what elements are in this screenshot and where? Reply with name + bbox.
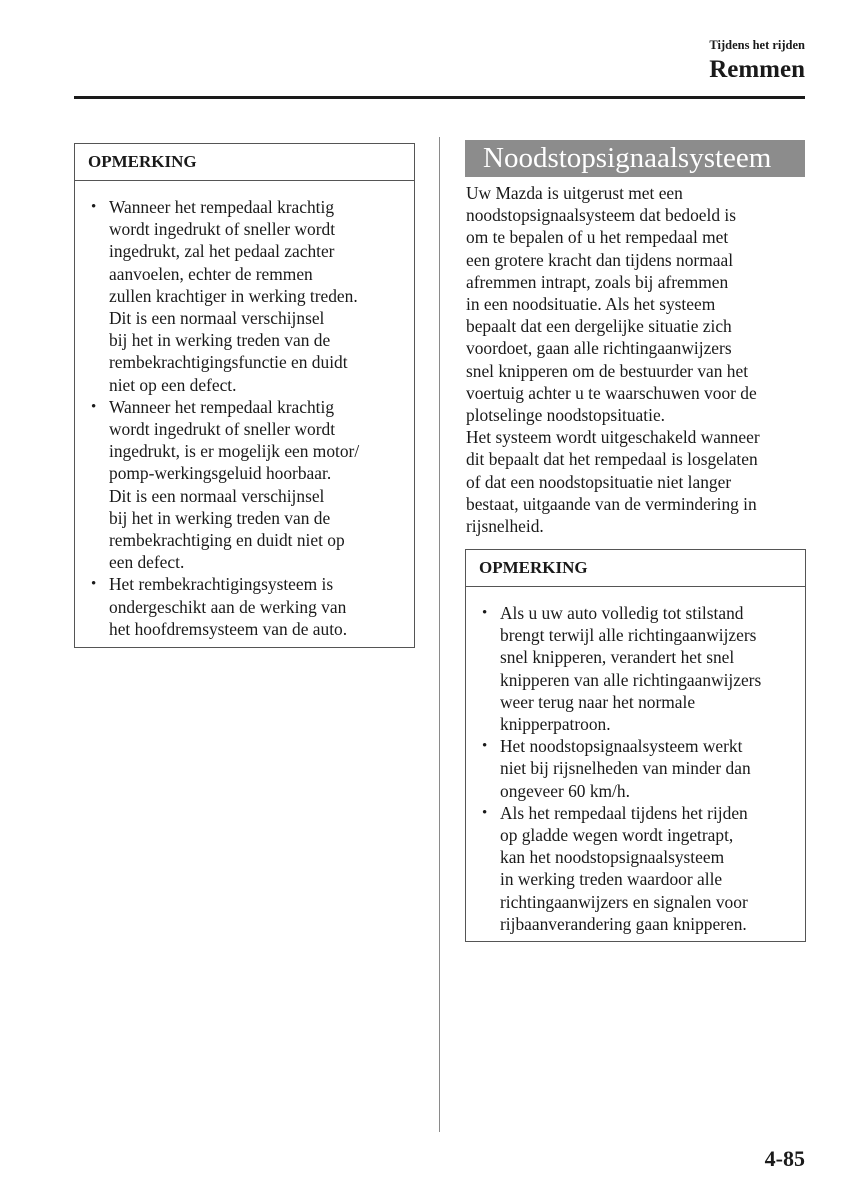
note-line: Dit is een normaal verschijnsel [109,308,325,329]
body-line: om te bepalen of u het rempedaal met [466,227,729,248]
note-line: kan het noodstopsignaalsysteem [500,847,725,868]
note-line: weer terug naar het normale [500,691,696,712]
note-line: Het rembekrachtigingsysteem is [109,574,334,595]
bullet-icon: • [482,605,488,621]
body-line: Uw Mazda is uitgerust met een [466,183,683,203]
note-line: op gladde wegen wordt ingetrapt, [500,825,734,846]
right-note-item [466,802,805,935]
note-line: richtingaanwijzers en signalen voor [500,891,748,912]
left-note-box [74,143,415,648]
bullet-icon: • [482,804,488,821]
left-note-list [75,181,414,640]
body-line: dit bepaalt dat het rempedaal is losgelaten [466,449,758,470]
note-line: ongeveer 60 km/h. [500,780,630,801]
right-note-heading: OPMERKING [466,550,805,587]
note-line: pomp-werkingsgeluid hoorbaar. [109,463,332,484]
section-body [466,182,811,537]
note-line: aanvoelen, echter de remmen [109,263,313,284]
right-note-item [466,735,805,802]
note-line: ondergeschikt aan de werking van [109,596,347,617]
left-note-item [75,573,414,640]
body-line: bepaalt dat een dergelijke situatie zich [466,316,732,337]
bullet-icon: • [482,738,488,755]
note-line: bij het in werking treden van de [109,507,331,528]
note-line: zullen krachtiger in werking treden. [109,285,358,306]
body-line: afremmen intrapt, zoals bij afremmen [466,271,729,292]
body-line: plotselinge noodstopsituatie. [466,405,666,426]
note-line: snel knipperen, verandert het snel [500,647,735,668]
section-heading: Noodstopsignaalsysteem [465,140,805,177]
note-line: rembekrachtigingsfunctie en duidt [109,352,348,373]
note-line: Als het rempedaal tijdens het rijden [500,802,748,823]
right-note-box [465,549,806,942]
header-rule [74,96,805,99]
column-divider [439,137,440,1132]
note-line: niet bij rijsnelheden van minder dan [500,758,751,779]
note-line: een defect. [109,552,185,573]
body-line: rijsnelheid. [466,516,544,537]
note-line: knipperpatroon. [500,714,611,735]
note-line: bij het in werking treden van de [109,330,331,351]
note-line: brengt terwijl alle richtingaanwijzers [500,625,757,646]
bullet-icon: • [91,398,97,415]
note-line: Wanneer het rempedaal krachtig [109,197,335,217]
note-line: wordt ingedrukt of sneller wordt [109,219,336,240]
bullet-icon: • [91,199,97,215]
body-line: een grotere kracht dan tijdens normaal [466,249,734,270]
right-note-item [466,602,805,735]
header-section: Tijdens het rijden [709,38,805,52]
note-line: Wanneer het rempedaal krachtig [109,396,335,417]
body-line: bestaat, uitgaande van de vermindering in [466,493,757,514]
note-line: ingedrukt, zal het pedaal zachter [109,241,335,262]
note-line: knipperen van alle richtingaanwijzers [500,669,762,690]
body-line: voertuig achter u te waarschuwen voor de [466,382,757,403]
body-line: snel knipperen om de bestuurder van het [466,360,749,381]
note-line: Als u uw auto volledig tot stilstand [500,603,744,623]
right-note-list [466,587,805,935]
page-number: 4-85 [764,1146,805,1171]
left-note-item [75,196,414,396]
note-line: niet op een defect. [109,374,237,395]
note-line: in werking treden waardoor alle [500,869,723,890]
body-line: voordoet, gaan alle richtingaanwijzers [466,338,732,359]
left-note-item [75,396,414,574]
note-line: Dit is een normaal verschijnsel [109,485,325,506]
note-line: Het noodstopsignaalsysteem werkt [500,736,743,757]
note-line: wordt ingedrukt of sneller wordt [109,419,336,440]
note-line: rijbaanverandering gaan knipperen. [500,913,747,934]
body-line: noodstopsignaalsysteem dat bedoeld is [466,205,736,226]
note-line: het hoofdremsysteem van de auto. [109,618,348,639]
body-line: in een noodsituatie. Als het systeem [466,294,716,315]
bullet-icon: • [91,576,97,593]
note-line: rembekrachtiging en duidt niet op [109,530,345,551]
note-line: ingedrukt, is er mogelijk een motor/ [109,441,360,462]
left-note-heading: OPMERKING [75,144,414,181]
body-line: Het systeem wordt uitgeschakeld wanneer [466,427,760,448]
body-line: of dat een noodstopsituatie niet langer [466,471,732,492]
page-title: Remmen [709,56,805,83]
